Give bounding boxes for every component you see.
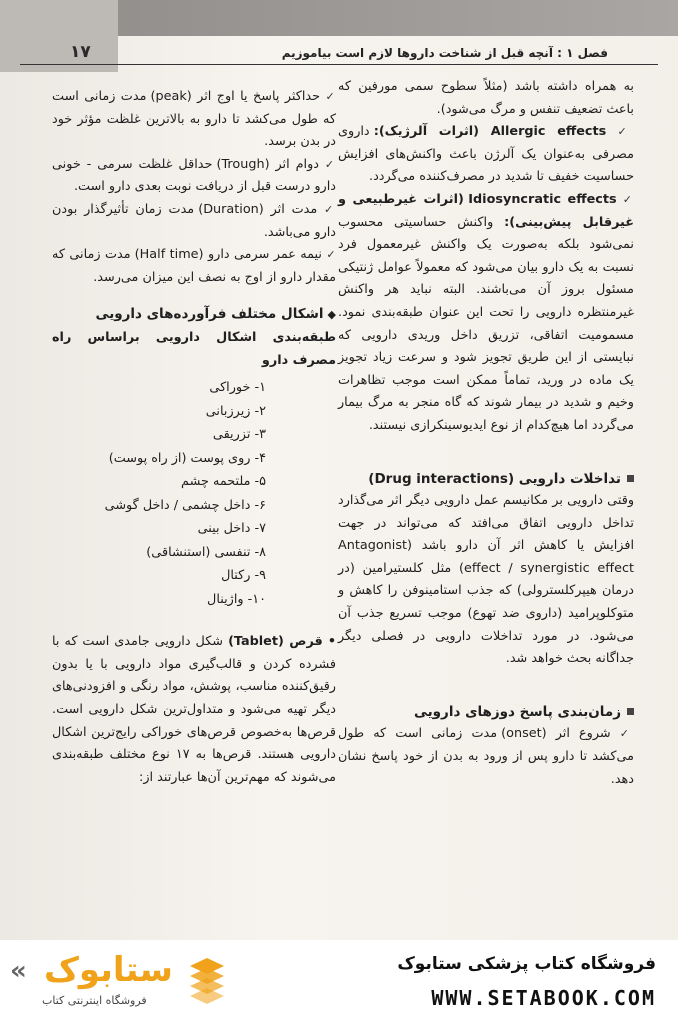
list-item: ۱۰- واژینال (207, 591, 266, 607)
logo-arrows-icon: « (10, 956, 27, 986)
logo-tagline: فروشگاه اینترنتی کتاب (42, 994, 147, 1007)
check-icon: ✓ (325, 90, 337, 103)
peak-paragraph: ✓ حداکثر پاسخ یا اوج اثر (peak) مدت زمانی است که طول می‌کشد تا دارو به بالاترین غلظت مؤثر خود در بدن برسد. (52, 89, 337, 150)
check-icon: ✓ (324, 157, 336, 171)
list-item: ۶- داخل چشمی / داخل گوشی (104, 497, 266, 513)
check-icon: ✓ (326, 248, 336, 262)
duration-paragraph: ✓ مدت اثر (Duration) مدت زمان تأثیرگذار بودن دارو می‌باشد. (52, 201, 336, 240)
route-list (52, 376, 336, 611)
tablet-paragraph: • قرص (Tablet) شکل دارویی جامدی است که با فشرده کردن و قالب‌گیری مواد دارویی با یا بدون رقیق‌کننده مناسب، پوشش، مواد رنگی و افزودنی‌های دیگر تهیه می‌شود و متداول‌ترین شکل دارویی است. قرص‌ها به‌خصوص قرص‌های خوراکی رایج‌ترین اشکال دارویی هستند. قرص‌ها به ۱۷ نوع مختلف طبقه‌بندی می‌شوند که مهم‌ترین آن‌ها عبارتند از: (52, 634, 336, 785)
idiosyncratic-heading: Idiosyncratic effects (اثرات غیرطبیعی و (338, 191, 617, 207)
square-bullet-icon (627, 475, 634, 482)
trough-paragraph: ✓ دوام اثر (Trough) حداقل غلظت سرمی - خونی دارو درست قبل از دریافت نوبت بعدی دارو است. (52, 156, 336, 195)
book-logo-icon (186, 956, 228, 1008)
chapter-title: فصل ۱ : آنچه قبل از شناخت داروها لازم است بیاموزیم (281, 46, 608, 60)
drug-interactions-text: وقتی دارویی بر مکانیسم عمل دارویی دیگر اثر می‌گذارد تداخل دارویی اتفاق می‌افتد که می‌تواند در جهت افزایش یا کاهش اثر آن دارو باشد (Antagonist effect / synergistic effect) مثل کلستیرامین (در درمان هیپرکلسترولی) که جذب استامینوفن را کاهش و متوکلوپرامید (داروی ضد تهوع) موجب تسریع جذب آن می‌شود. در مورد تداخلات دارویی در فصلی دیگر جداگانه بحث خواهد شد. (338, 493, 634, 667)
drug-interactions-heading: تداخلات دارویی (Drug interactions) (338, 468, 634, 491)
allergic-text: داروی مصرفی به‌عنوان یک آلرژن باعث واکنش‌های افزایش حساسیت خفیف تا شدید در مصرف‌کننده می‌گردد. (338, 124, 634, 185)
onset-paragraph: ✓ شروع اثر (onset) مدت زمانی است که طول می‌کشد تا دارو پس از ورود به بدن از خود پاسخ نشان دهد. (338, 726, 635, 787)
store-banner (0, 940, 678, 1024)
list-item: ۹- رکتال (221, 568, 266, 584)
shop-url[interactable]: WWW.SETABOOK.COM (431, 986, 656, 1010)
list-item: ۴- روی پوست (از راه پوست) (108, 450, 266, 466)
list-item: ۳- تزریقی (212, 427, 266, 443)
square-bullet-icon (627, 708, 634, 715)
allergic-paragraph (338, 121, 634, 189)
left-column (52, 86, 336, 789)
header-rule (20, 64, 658, 65)
check-icon: ✓ (622, 192, 634, 206)
forms-subheading: طبقه‌بندی اشکال دارویی براساس راه مصرف دارو (52, 329, 336, 368)
list-item: ۷- داخل بینی (197, 521, 266, 537)
right-column (338, 76, 634, 791)
forms-heading: ◆اشکال مختلف فرآورده‌های دارویی (52, 303, 336, 327)
list-item: ۵- ملتحمه چشم (181, 474, 266, 490)
check-icon: ✓ (324, 202, 336, 216)
check-icon: ✓ (617, 125, 634, 139)
idiosyncratic-paragraph (338, 189, 634, 438)
allergic-heading: Allergic effects (اثرات آلرژیک): (373, 124, 607, 140)
idiosyncratic-heading-cont: غیرقابل پیش‌بینی): (504, 214, 635, 230)
dose-response-heading: زمان‌بندی پاسخ دوزهای دارویی (338, 701, 634, 724)
intro-paragraph: به همراه داشته باشد (مثلاً سطوح سمی مورفین که باعث تضعیف تنفس و مرگ می‌شود). (338, 79, 634, 117)
list-item: ۸- تنفسی (استنشاقی) (146, 544, 266, 560)
tablet-heading: قرص (Tablet) (228, 634, 323, 650)
half-time-paragraph: ✓ نیمه عمر سرمی دارو (Half time) مدت زمانی که مقدار دارو از اوج به نصف این میزان می‌رسد. (52, 247, 336, 285)
shop-name: فروشگاه کتاب پزشکی ستابوک (397, 954, 656, 974)
list-item: ۱- خوراکی (209, 380, 266, 396)
idiosyncratic-text: واکنش حساسیتی محسوب نمی‌شود بلکه به‌صورت یک واکنش غیرمعمول فرد نسبت به یک دارو بیان می‌شود که معمولاً عوامل ژنتیکی مسئول بروز آن می‌باشند. البته نباید هر واکنش غیرمنتظره دارویی را تحت این عنوان طبقه‌بندی نمود. مسمومیت اتفاقی، تزریق داخل وریدی دارویی که نبایستی از این طریق تجویز شود و سرعت زیاد تجویز یک ماده در ورید، تماماً ممکن است موجب تظاهرات وخیم و شدید در بیمار شوند که گاه منجر به مرگ بیمار می‌گردد اما هیچ‌کدام از نوع ایدیوسینکرازی نیستند. (338, 214, 634, 433)
page-number: ۱۷ (70, 42, 91, 62)
list-item: ۲- زیرزبانی (205, 403, 266, 419)
check-icon: ✓ (619, 727, 635, 741)
diamond-bullet-icon: ◆ (327, 308, 336, 322)
logo-wordmark: ستابوک (44, 950, 173, 990)
tablet-text: شکل دارویی جامدی است که با فشرده کردن و قالب‌گیری مواد دارویی با یا بدون رقیق‌کننده مناسب، پوشش، مواد رنگی و افزودنی‌های دیگر تهیه می‌شود و متداول‌ترین شکل دارویی است. قرص‌ها به‌خصوص قرص‌های خوراکی رایج‌ترین اشکال دارویی هستند. قرص‌ها به ۱۷ نوع مختلف طبقه‌بندی می‌شوند که مهم‌ترین آن‌ها عبارتند از: (52, 634, 336, 785)
page-number-box (0, 0, 118, 72)
